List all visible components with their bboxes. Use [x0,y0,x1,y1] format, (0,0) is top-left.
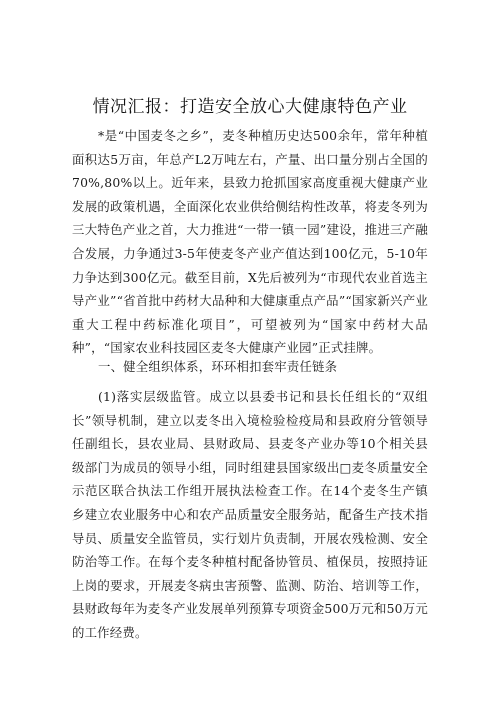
document-title: 情况汇报：打造安全放心大健康特色产业 [92,97,408,117]
intro-paragraph: *是“中国麦冬之乡”，麦冬种植历史达500余年，常年种植面积达5万亩，年总产L2万吨左右，产量、出口量分别占全国的70%,80%以上。近年来，县致力抢抓国家高度重视大健康产业发展的政策机遇，全面深化农业供给侧结构性改革，将麦冬列为三大特色产业之首，大力推进“一带一镇一园”建设，推进三产融合发展，力争通过3-5年使麦冬产业产值达到100亿元，5-10年力争达到300亿元。截至目前，X先后被列为“市现代农业首选主导产业”“省首批中药材大品种和大健康重点产品”“国家新兴产业重大工程中药标准化项目”，可望被列为“国家中药材大品种”，“国家农业科技园区麦冬大健康产业园”正式挂牌。 [72,128,428,356]
section-heading: 一、健全组织体系，环环相扣套牢责任链条 [98,359,338,374]
section-paragraph: (1)落实层级监管。成立以县委书记和县长任组长的“双组长”领导机制，建立以麦冬出入境检验检疫局和县政府分管领导任副组长，县农业局、县财政局、县麦冬产业办等10个相关县级部门为成员的领导小组，同时组建县国家级出□麦冬质量安全示范区联合执法工作组开展执法检查工作。在14个麦冬生产镇乡建立农业服务中心和农产品质量安全服务站，配备生产技术指导员、质量安全监管员，实行划片负责制，开展农残检测、安全防治等工作。在每个麦冬种植村配备协管员、植保员，按照持证上岗的要求，开展麦冬病虫害预警、监测、防治、培训等工作，县财政每年为麦冬产业发展单列预算专项资金500万元和50万元的工作经费。 [72,389,428,640]
